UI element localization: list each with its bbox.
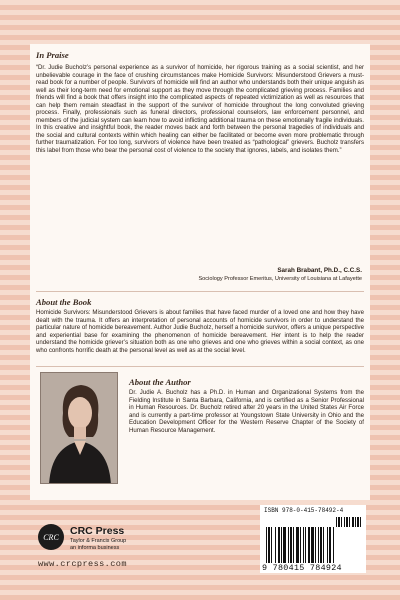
about-book-heading: About the Book [36,297,92,307]
praise-quote: “Dr. Judie Bucholz’s personal experience as a survivor of homicide, her rigorous training as a social scientist, and her unbelievable courage in the face of crushing circumstances make Homicide Survivors: Misunderstood Grievers a must-read book for a number of people. Survivors of homicide will find an author who understands both their unique anguish as well as their long-term need for emotional support as they move through the complicated grieving process. Families and friends will find a book that offers insight into the complicated aspects of repeated victimization as well as resources that can help them remain steadfast in the support of the survivor of homicide throughout the long convoluted grieving process. Finally, professionals such as funeral directors, professional counselors, law enforcement personnel, and members of the judicial system can learn how to avoid inflicting additional trauma on these emotionally fragile individuals. In this creative and insightful book, the reader moves back and forth between the personal tragedies of individuals and the social and cultural contexts within which healing can either be facilitated or become even more problematic through further traumatization. For too long, survivors of violence have been treated as “pathological” grievers. Bucholz transfers this label from those who bear the personal cost of violence to the society that ignores, labels, and isolates them.” [36,64,364,154]
praise-attribution-title: Sociology Professor Emeritus, University of Louisiana at Lafayette [198,276,362,282]
publisher-name: CRC Press [70,525,125,537]
isbn-label: ISBN 978-0-415-78492-4 [264,507,344,514]
about-author-heading: About the Author [129,377,191,387]
praise-heading: In Praise [36,50,69,60]
publisher-website: www.crcpress.com [38,559,127,569]
divider [36,366,364,367]
barcode-number: 9 780415 784924 [262,563,342,573]
divider [36,291,364,292]
about-book-text: Homicide Survivors: Misunderstood Grievers is about families that have faced murder of a loved one and how they have dealt with the trauma. It offers an interpretation of personal accounts of homicide survivors in order to understand the particular nature of homicide bereavement. Author Judie Bucholz, herself a homicide survivor, offers a unique perspective and experiential base for examining the phenomenon of homicide bereavement. Her intent is to help the reader understand the homicide griever’s situation both as one who grieves and one who grieves within a social context, as one who confronts horrific death at the personal level as well as at the social level. [36,309,364,354]
praise-attribution-name: Sarah Brabant, Ph.D., C.C.S. [277,267,362,274]
isbn-barcode-block [260,505,366,573]
crc-logo-icon: CRC [38,524,64,550]
price-barcode-icon [336,517,362,527]
publisher-group: Taylor & Francis Group [70,538,127,544]
author-portrait-image [41,373,118,484]
author-photo [40,372,118,484]
barcode-icon [266,527,360,563]
publisher-business: an informa business [70,545,120,551]
about-author-text: Dr. Judie A. Bucholz has a Ph.D. in Human and Organizational Systems from the Fielding Institute in Santa Barbara, California, and is certified as a Senior Professional in Human Resources. Dr. Bucholz retired after 20 years in the United States Air Force and is currently a part-time professor at Youngstown State University in Ohio and the Education Development Officer for the Western Reserve Chapter of the Society of Human Resource Management. [129,389,364,434]
